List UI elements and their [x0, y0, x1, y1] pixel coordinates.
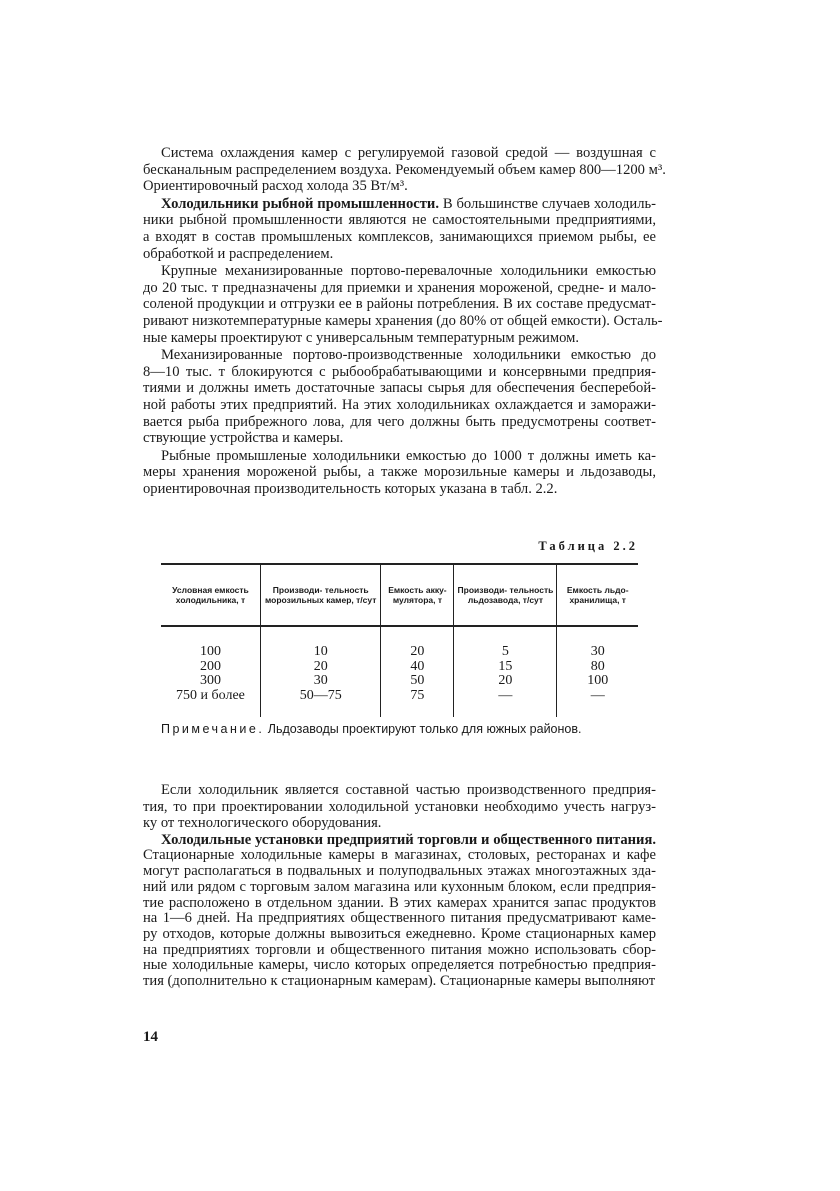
table-cell: 40 [381, 660, 454, 675]
paragraph [143, 145, 666, 195]
text-line: Ориентировочный расход холода 35 Вт/м³. [143, 178, 408, 195]
paragraph [143, 196, 656, 262]
text-line: Крупные механизированные портово-перевалочные холодильники емкостью [161, 263, 656, 280]
table-row [161, 689, 638, 718]
paragraph [143, 263, 663, 346]
table-note [161, 722, 638, 737]
table-cell: 20 [454, 674, 557, 689]
text-line: меры хранения мороженой рыбы, а также морозильные камеры и льдозаводы, [143, 464, 656, 481]
table-row [161, 660, 638, 675]
text-line: ку от технологического оборудования. [143, 815, 382, 832]
text-line [143, 196, 656, 213]
text-line: тиями и должны иметь достаточные запасы сырья для обеспечения бесперебой- [143, 380, 656, 397]
table-cell: 100 [199, 644, 221, 659]
text-line: ориентировочная производительность которых указана в табл. 2.2. [143, 480, 558, 497]
paragraph [143, 347, 656, 447]
text-line-content: В большинстве случаев холодиль- [438, 195, 656, 212]
text-line: Механизированные портово-производственные холодильники емкостью до [161, 347, 656, 364]
table-cell: 300 [199, 673, 221, 688]
table-cell: 20 [381, 626, 454, 660]
text-line: ствующие устройства и камеры. [143, 430, 344, 447]
table-cell: 750 и более [176, 687, 245, 703]
text-line: вается рыба прибрежного лова, для чего должны быть предусмотрены соответ- [143, 413, 656, 430]
text-line: Рыбные промышленые холодильники емкостью до 1000 т должны иметь ка- [161, 447, 656, 464]
text-line: тия, то при проектировании холодильной установки необходимо учесть нагруз- [143, 798, 656, 815]
table-row [161, 674, 638, 689]
table-cell: 20 [260, 660, 380, 675]
paragraph [143, 782, 656, 832]
text-line: тие расположено в отдельном здании. В этих камерах хранится запас продуктов [143, 894, 656, 911]
text-line: обработкой и распределением. [143, 245, 334, 262]
text-line: ривают низкотемпературные камеры хранения (до 80% от общей емкости). Осталь- [143, 312, 663, 329]
table-caption: Таблица 2.2 [538, 539, 638, 553]
text-line: тия (дополнительно к стационарным камерам). Стационарные камеры выполняют [143, 972, 656, 989]
column-header: Производи- тельность льдозавода, т/сут [454, 564, 557, 626]
table-cell: 50 [381, 674, 454, 689]
text-line: ру отходов, которые должны вывозиться ежедневно. Кроме стационарных камер [143, 925, 656, 942]
paragraph [143, 448, 656, 498]
table-header-row [161, 564, 638, 626]
text-line: а входят в состав промышленых комплексов, занимающихся приемом рыбы, ее [143, 228, 656, 245]
note-text: Льдозаводы проектируют только для южных районов. [264, 722, 582, 736]
text-line: 8—10 тыс. т блокируются с рыбообрабатывающими и консервными предприя- [143, 363, 656, 380]
text-line: ные камеры проектируют с универсальным температурным режимом. [143, 329, 580, 346]
text-line: бесканальным распределением воздуха. Рекомендуемый объем камер 800—1200 м³. [143, 161, 666, 178]
table-cell: 200 [199, 658, 221, 674]
text-line: на предприятиях торговли и общественного питания можно использовать сбор- [143, 941, 656, 958]
table-cell: — [557, 689, 638, 718]
table-cell: 30 [260, 674, 380, 689]
table-cell: 15 [454, 660, 557, 675]
text-line: на 1—6 дней. На предприятиях общественного питания предусматривают каме- [143, 910, 656, 927]
column-header: Емкость льдо- хранилища, т [557, 564, 638, 626]
data-table [161, 563, 638, 717]
text-line: ные холодильные камеры, число которых определяется потребностью предприя- [143, 957, 656, 974]
text-line: до 20 тыс. т предназначены для приемки и хранения мороженой, средне- и мало- [143, 279, 656, 296]
text-line: Система охлаждения камер с регулируемой газовой средой — воздушная с [161, 145, 656, 161]
text-line [143, 833, 656, 849]
column-header: Емкость акку- мулятора, т [381, 564, 454, 626]
paragraph [143, 833, 656, 990]
table-row [161, 626, 638, 660]
table-cell: — [454, 689, 557, 718]
column-header: Производи- тельность морозильных камер, т/сут [260, 564, 380, 626]
body-text-bottom [143, 782, 656, 990]
paragraph-heading: Холодильные установки предприятий торговли и общественного питания. [161, 831, 656, 848]
table-cell: 80 [557, 660, 638, 675]
table-cell: 30 [557, 626, 638, 660]
table-cell: 5 [454, 626, 557, 660]
text-line: Стационарные холодильные камеры в магазинах, столовых, ресторанах и кафе [143, 847, 656, 864]
page-number: 14 [143, 1029, 158, 1045]
text-line: соленой продукции и отгрузки ее в районы потребления. В их составе предусмат- [143, 296, 656, 313]
column-header: Условная емкость холодильника, т [161, 564, 260, 626]
body-text-top [143, 145, 666, 497]
text-line: могут располагаться в подвальных и полуподвальных этажах многоэтажных зда- [143, 863, 656, 880]
table-cell: 75 [381, 689, 454, 718]
text-line: Если холодильник является составной частью производственного предприя- [161, 782, 656, 798]
table-cell: 10 [260, 626, 380, 660]
text-line: ний или рядом с торговым залом магазина или кухонным блоком, если предприя- [143, 878, 656, 895]
text-line: ники рыбной промышленности являются не самостоятельными предприятиями, [143, 212, 656, 229]
note-label: Примечание. [161, 722, 265, 736]
paragraph-heading: Холодильники рыбной промышленности. [161, 195, 439, 212]
table-cell: 50—75 [260, 689, 380, 718]
table-cell: 100 [557, 674, 638, 689]
text-line: ной работы этих предприятий. На этих холодильниках охлаждается и заморажи- [143, 396, 656, 413]
